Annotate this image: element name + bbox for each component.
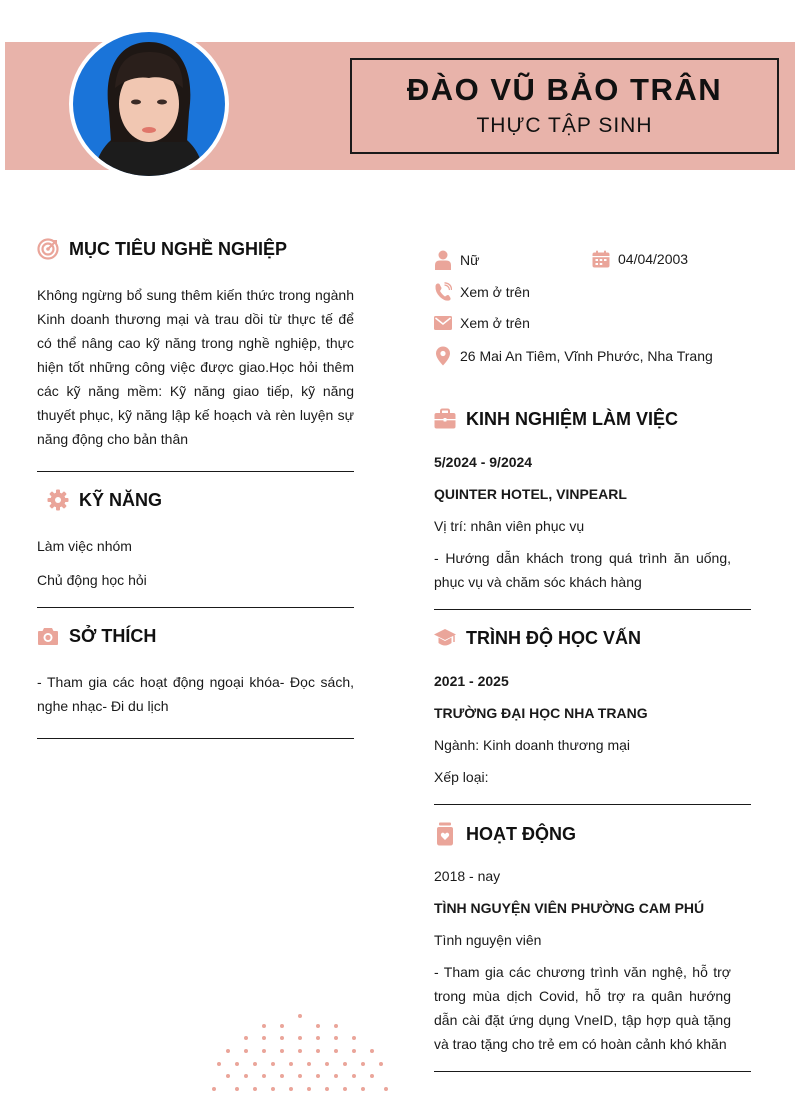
email-row	[434, 314, 530, 332]
location-pin-icon	[434, 346, 452, 366]
name-box	[350, 58, 779, 154]
envelope-icon	[434, 314, 452, 332]
briefcase-icon	[434, 408, 456, 430]
phone-value: Xem ở trên	[460, 284, 530, 300]
gender-value: Nữ	[460, 252, 480, 268]
graduation-cap-icon	[434, 627, 456, 649]
jar-heart-icon	[434, 822, 456, 846]
person-icon	[434, 250, 452, 270]
education-major: Ngành: Kinh doanh thương mại	[434, 737, 631, 753]
address-value: 26 Mai An Tiêm, Vĩnh Phước, Nha Trang	[460, 348, 713, 364]
divider	[434, 1071, 751, 1072]
phone-icon	[434, 282, 452, 302]
education-grade: Xếp loại:	[434, 769, 489, 785]
phone-row	[434, 282, 530, 302]
activities-organization: TÌNH NGUYỆN VIÊN PHƯỜNG CAM PHÚ	[434, 900, 705, 916]
skill-item: Làm việc nhóm	[37, 538, 132, 554]
experience-company: QUINTER HOTEL, VINPEARL	[434, 486, 627, 502]
activities-period: 2018 - nay	[434, 868, 501, 884]
calendar-icon	[592, 250, 610, 268]
email-value: Xem ở trên	[460, 315, 530, 331]
objective-text: Không ngừng bổ sung thêm kiến thức trong ngành Kinh doanh thương mại và trau dồi từ thực tế để có thể nâng cao kỹ năng trong nghề nghiệp, thực hiện tốt những công việc được giao.Học hỏi thêm các kỹ năng mềm: Kỹ năng giao tiếp, kỹ năng thuyết phục, kỹ năng lập kế hoạch và rèn luyện sự năng động cho bản thân	[37, 287, 354, 447]
education-school: TRƯỜNG ĐẠI HỌC NHA TRANG	[434, 705, 648, 721]
divider	[37, 738, 354, 739]
activities-role: Tình nguyện viên	[434, 932, 542, 948]
divider	[37, 471, 354, 472]
address-row	[434, 346, 713, 366]
candidate-name: ĐÀO VŨ BẢO TRÂN	[406, 72, 723, 107]
candidate-role: THỰC TẬP SINH	[476, 114, 653, 137]
portrait-photo	[73, 32, 225, 176]
gender-row	[434, 250, 479, 270]
skills-heading	[47, 489, 162, 511]
experience-title: KINH NGHIỆM LÀM VIỆC	[466, 408, 679, 429]
objective-heading	[37, 238, 287, 260]
divider	[434, 609, 751, 610]
skill-item: Chủ động học hỏi	[37, 572, 147, 588]
target-icon	[37, 238, 59, 260]
hobbies-text: - Tham gia các hoạt động ngoại khóa- Đọc sách, nghe nhạc- Đi du lịch	[37, 674, 354, 714]
divider	[434, 804, 751, 805]
education-period: 2021 - 2025	[434, 673, 509, 689]
experience-period: 5/2024 - 9/2024	[434, 454, 533, 470]
experience-description: - Hướng dẫn khách trong quá trình ăn uống, phục vụ và chăm sóc khách hàng	[434, 550, 731, 590]
hobbies-heading	[37, 625, 156, 647]
experience-position: Vị trí: nhân viên phục vụ	[434, 518, 585, 534]
activities-title: HOẠT ĐỘNG	[466, 823, 576, 844]
activities-description: - Tham gia các chương trình văn nghệ, hỗ trợ trong mùa dịch Covid, hỗ trợ ra quân hướng dẫn cài đặt ứng dụng VneID, tập hợp quà tặng và trao tặng cho trẻ em có hoàn cảnh khó khăn	[434, 964, 731, 1052]
education-title: TRÌNH ĐỘ HỌC VẤN	[466, 627, 641, 648]
avatar	[69, 28, 229, 180]
camera-icon	[37, 625, 59, 647]
birthdate-value: 04/04/2003	[618, 251, 689, 267]
skills-title: KỸ NĂNG	[79, 489, 163, 510]
birthdate-row	[592, 250, 688, 268]
activities-heading	[434, 822, 576, 846]
education-heading	[434, 627, 641, 649]
gear-icon	[47, 489, 69, 511]
hobbies-title: SỞ THÍCH	[69, 625, 157, 646]
decorative-dots	[200, 1010, 400, 1096]
objective-title: MỤC TIÊU NGHỀ NGHIỆP	[69, 238, 288, 259]
divider	[37, 607, 354, 608]
experience-heading	[434, 408, 678, 430]
